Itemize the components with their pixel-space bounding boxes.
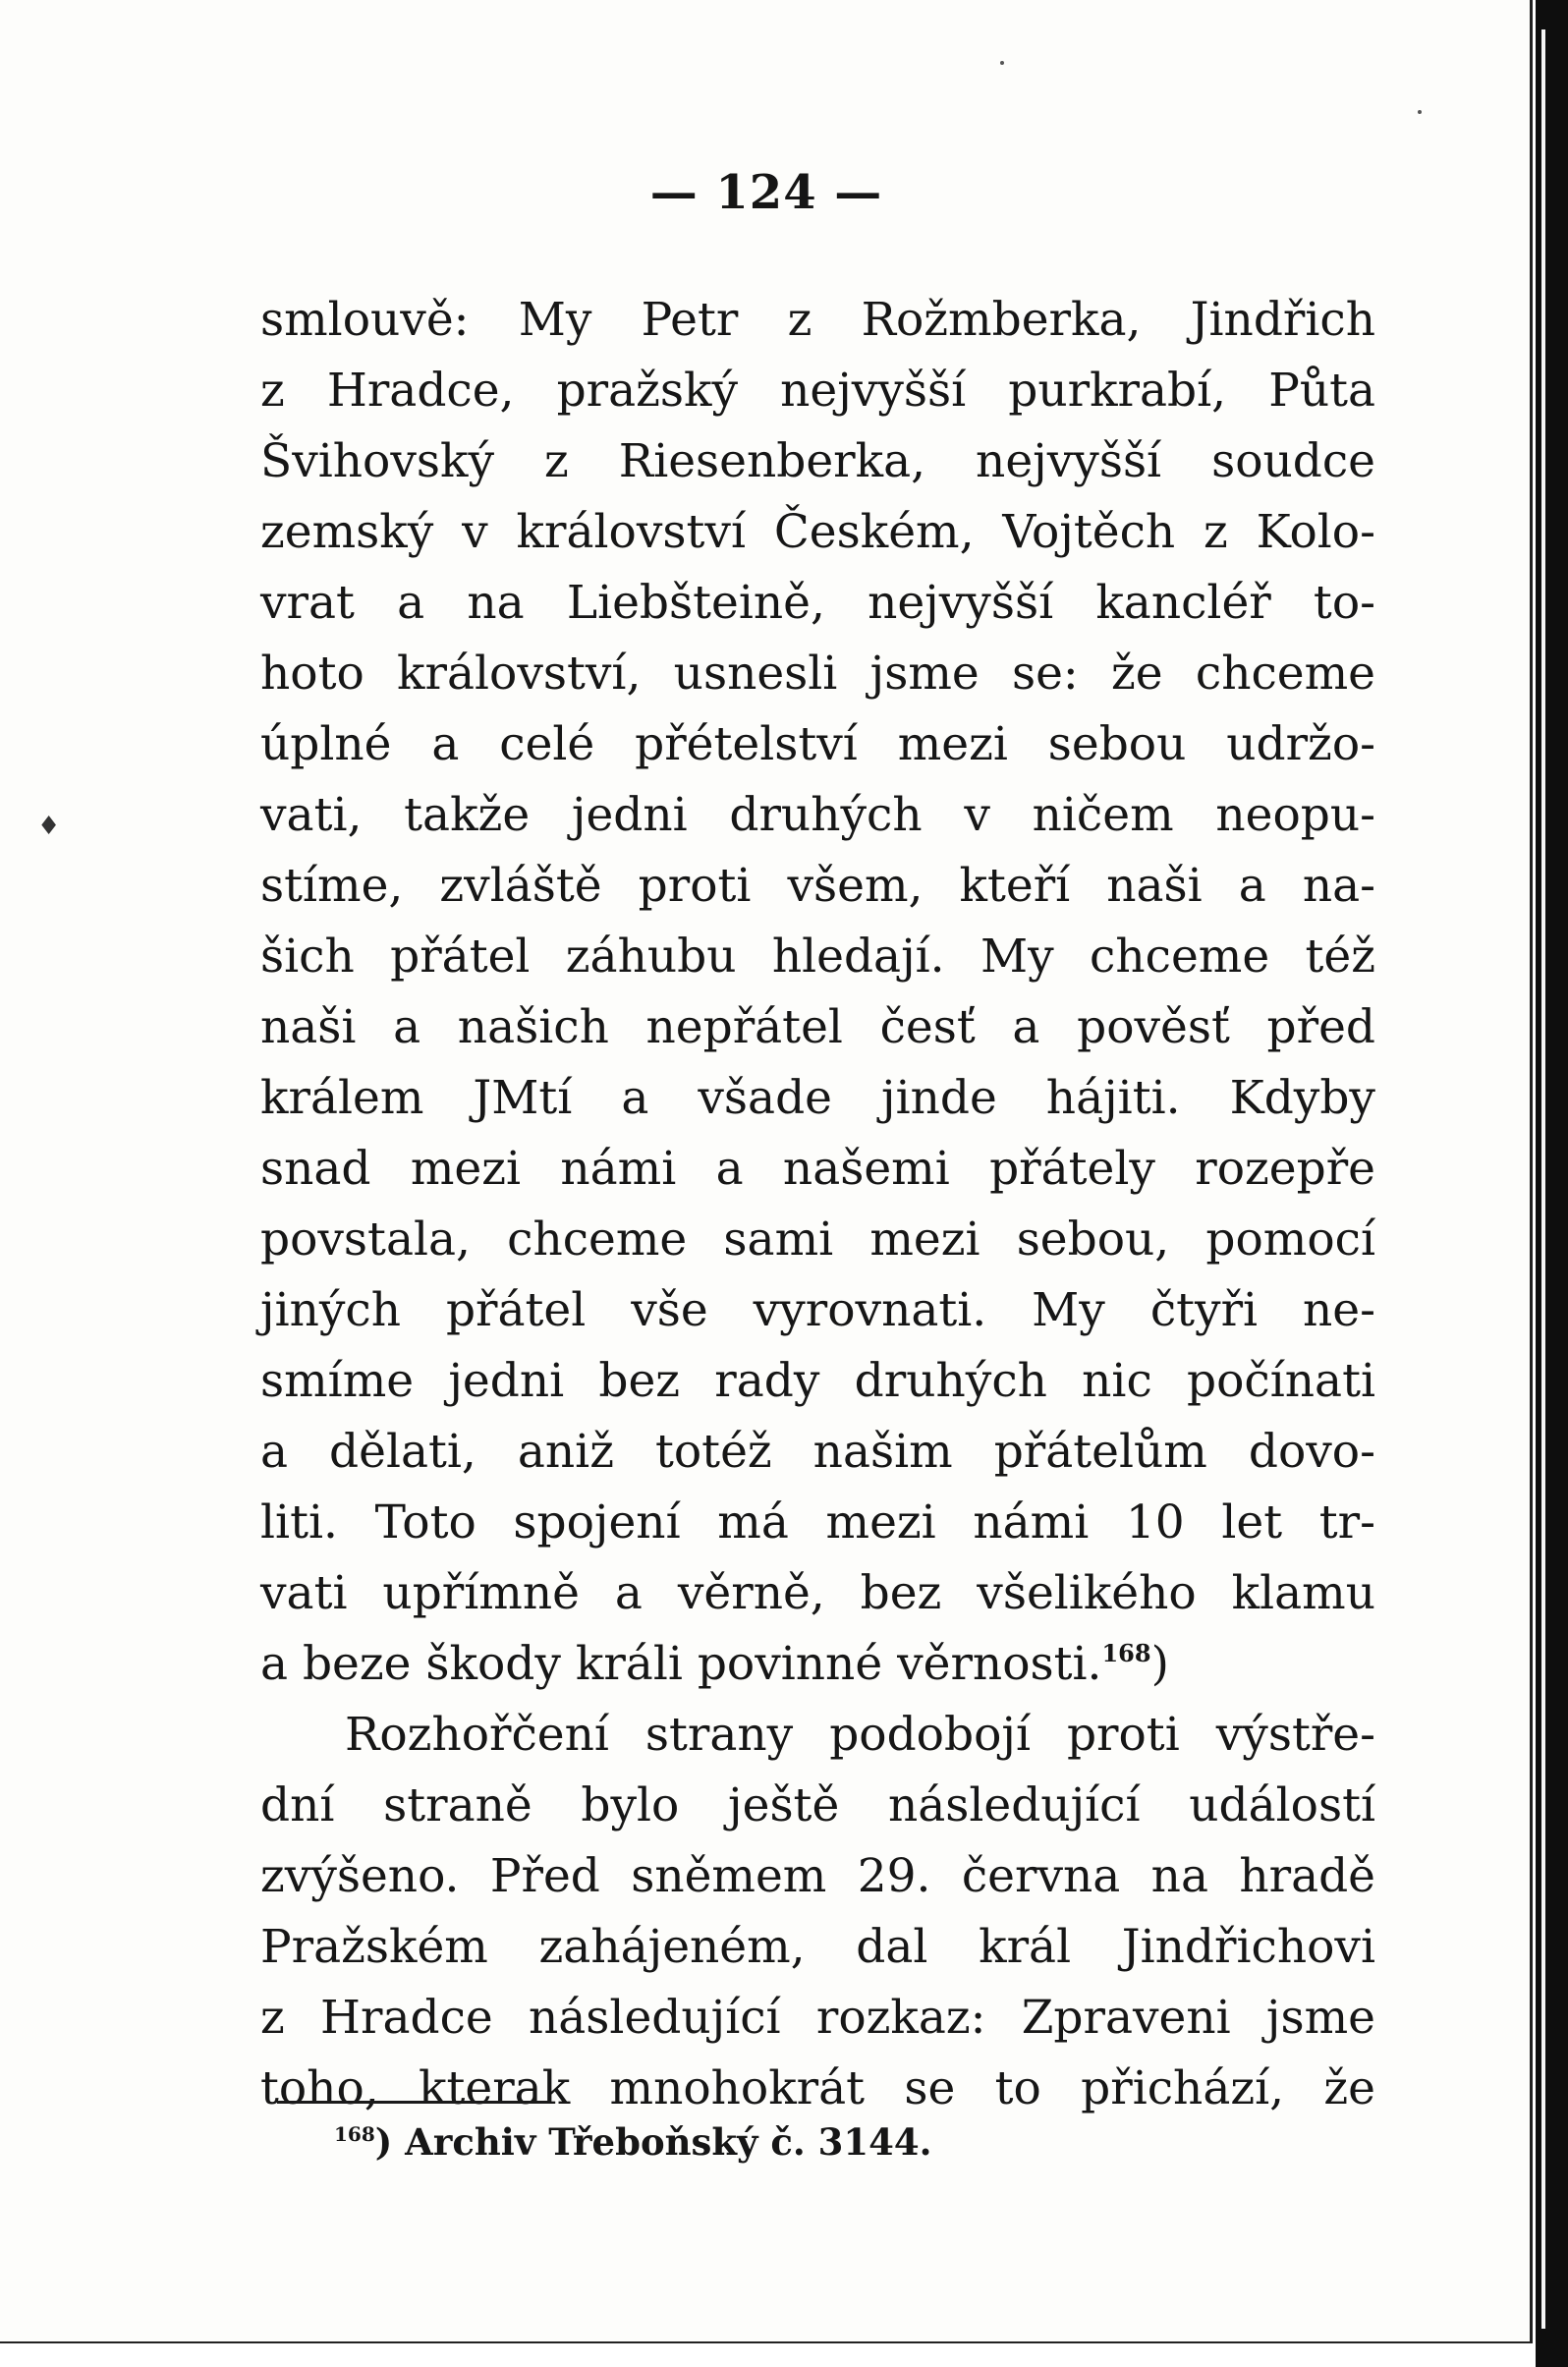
text-line: jiných přátel vše vyrovnati. My čtyři ne- (260, 1283, 1375, 1337)
paper-speck (1418, 110, 1422, 114)
text-line: a dělati, aniž totéž našim přátelům dovo- (260, 1425, 1375, 1479)
footnote-marker: 168 (334, 2122, 375, 2146)
footnote (334, 2120, 932, 2164)
text-line: zvýšeno. Před sněmem 29. června na hradě (260, 1849, 1375, 1903)
text-line: toho, kterak mnohokrát se to přichází, že (260, 2061, 1375, 2115)
text-line: úplné a celé přételství mezi sebou udržo- (260, 717, 1375, 771)
text-line: dní straně bylo ještě následující událostí (260, 1778, 1375, 1832)
margin-mark: ♦ (37, 812, 61, 841)
text-line: smlouvě: My Petr z Rožmberka, Jindřich (260, 293, 1375, 347)
text-line: Pražském zahájeném, dal král Jindřichovi (260, 1920, 1375, 1974)
text-line: zemský v království Českém, Vojtěch z Kolo- (260, 505, 1375, 559)
paper-speck (1000, 61, 1004, 65)
text-line: snad mezi námi a našemi přátely rozepře (260, 1142, 1375, 1196)
text-line: králem JMtí a všade jinde hájiti. Kdyby (260, 1071, 1375, 1125)
text-line-end: a beze škody králi povinné věrnosti. (260, 1637, 1102, 1691)
footnote-text: ) Archiv Třeboňský č. 3144. (374, 2120, 932, 2164)
scan-edge (1536, 0, 1568, 2367)
text-line: z Hradce, pražský nejvyšší purkrabí, Půta (260, 364, 1375, 418)
footnote-divider (277, 2101, 550, 2104)
text-line: vati upřímně a věrně, bez všelikého klamu (260, 1566, 1375, 1620)
text-line: Rozhořčení strany podobojí proti výstře- (345, 1708, 1375, 1762)
footnote-reference: 168 (1101, 1639, 1151, 1667)
text-line: liti. Toto spojení má mezi námi 10 let tr- (260, 1495, 1375, 1550)
text-line: šich přátel záhubu hledají. My chceme též (260, 930, 1375, 984)
paragraph-end-line (260, 1629, 1375, 1700)
text-line: smíme jedni bez rady druhých nic počínati (260, 1354, 1375, 1408)
text-line: stíme, zvláště proti všem, kteří naši a na- (260, 859, 1375, 913)
text-line: naši a našich nepřátel česť a pověsť před (260, 1000, 1375, 1054)
text-line: vrat a na Liebšteině, nejvyšší kancléř to- (260, 576, 1375, 630)
text-line: povstala, chceme sami mezi sebou, pomocí (260, 1212, 1375, 1267)
page-number: — 124 — (649, 165, 883, 220)
text-line: vati, takže jedni druhých v ničem neopu- (260, 788, 1375, 842)
body-text (260, 285, 1375, 2124)
text-line: z Hradce následující rozkaz: Zpraveni jsme (260, 1991, 1375, 2045)
text-line: hoto království, usnesli jsme se: že chceme (260, 647, 1375, 701)
text-line: Švihovský z Riesenberka, nejvyšší soudce (260, 434, 1375, 488)
footnote-reference-close: ) (1150, 1637, 1169, 1691)
